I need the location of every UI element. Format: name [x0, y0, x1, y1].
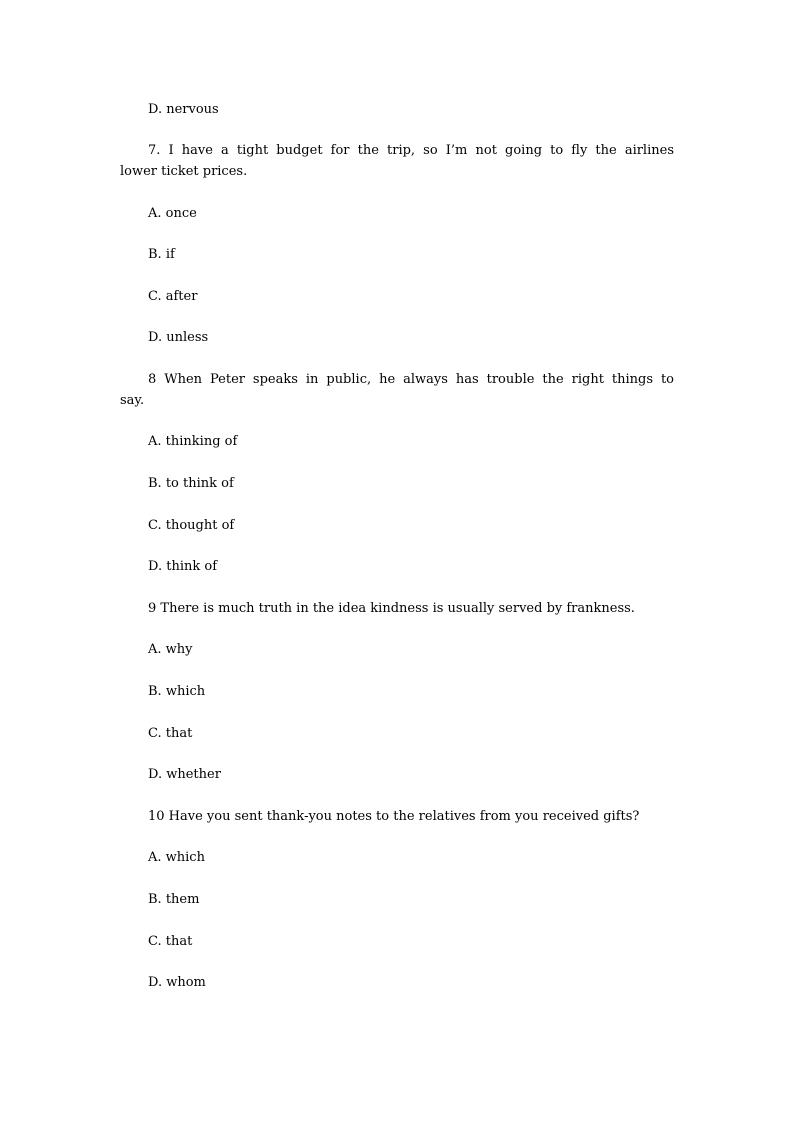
option-8b: B. to think of [148, 476, 234, 491]
option-8c: C. thought of [148, 518, 235, 533]
option-10d: D. whom [148, 975, 206, 990]
question-7-line-2: lower ticket prices. [120, 164, 248, 179]
option-10a: A. which [148, 850, 205, 865]
question-10: 10 Have you sent thank-you notes to the relatives from you received gifts? [148, 809, 640, 824]
question-8-line-1: 8 When Peter speaks in public, he always has trouble the right things to [148, 372, 674, 387]
option-7c: C. after [148, 289, 198, 304]
option-8d: D. think of [148, 559, 217, 574]
option-7a: A. once [148, 206, 197, 221]
option-7b: B. if [148, 247, 175, 262]
option-10c: C. that [148, 934, 193, 949]
option-7d: D. unless [148, 330, 209, 345]
option-9c: C. that [148, 726, 193, 741]
option-10b: B. them [148, 892, 200, 907]
question-9: 9 There is much truth in the idea kindness is usually served by frankness. [148, 601, 635, 616]
question-7-line-1: 7. I have a tight budget for the trip, so I’m not going to fly the airlines [148, 143, 674, 158]
option-8a: A. thinking of [148, 434, 238, 449]
question-8-line-2: say. [120, 393, 145, 408]
option-6d: D. nervous [148, 102, 219, 117]
option-9b: B. which [148, 684, 206, 699]
option-9d: D. whether [148, 767, 221, 782]
option-9a: A. why [148, 642, 193, 657]
